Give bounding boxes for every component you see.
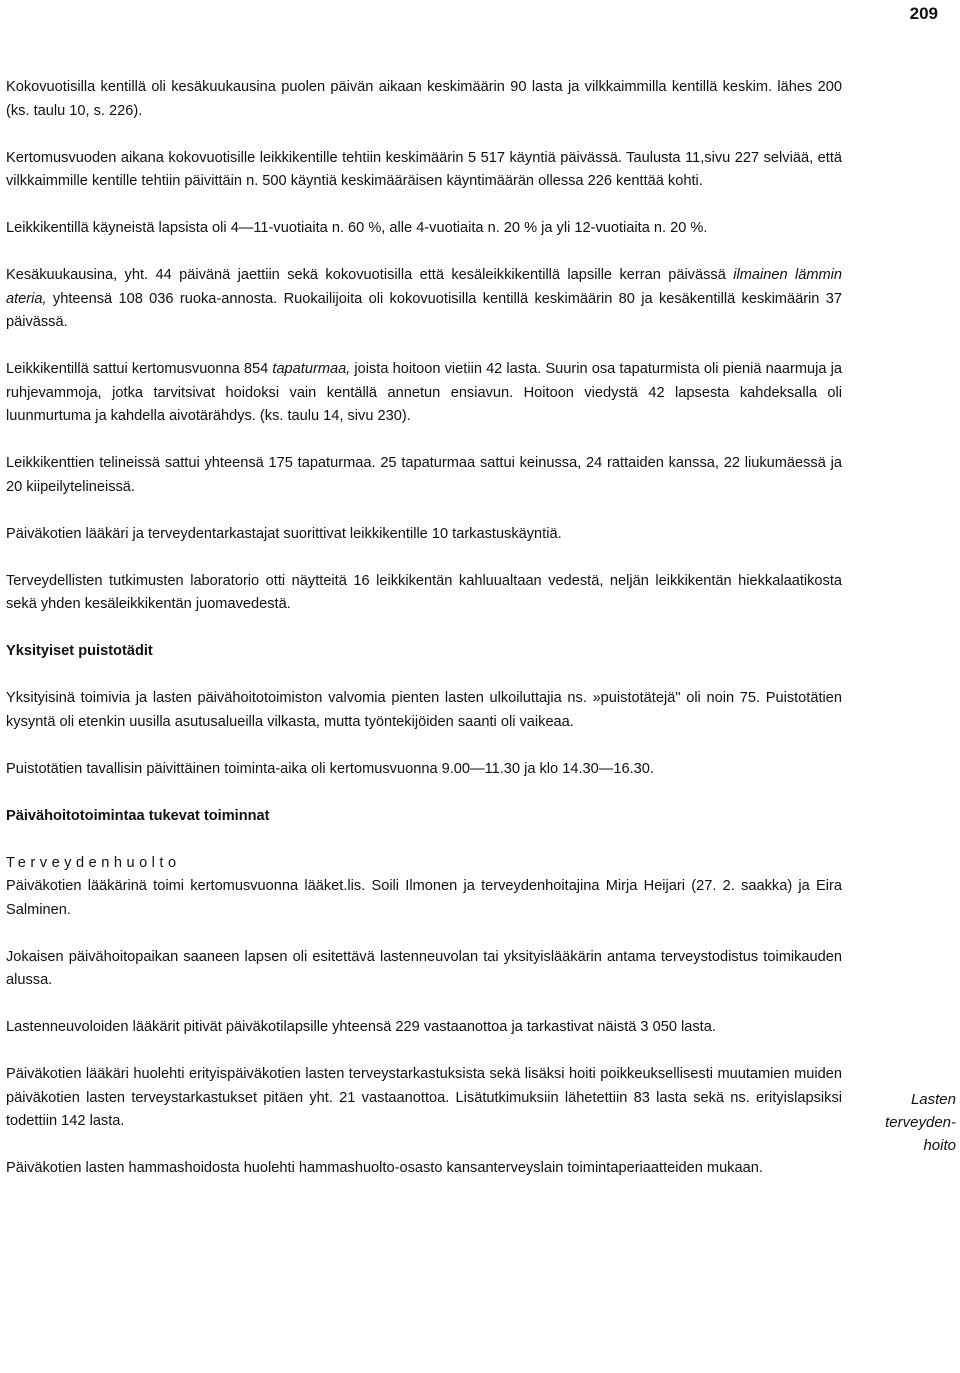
heading-private-park-aunts: Yksityiset puistotädit	[6, 643, 153, 659]
margin-note-line: Lasten	[910, 1091, 956, 1108]
paragraph-equipment-accidents: Leikkikenttien telineissä sattui yhteensä 175 tapaturmaa. 25 tapaturmaa sattui keinussa, 24 rattaiden kanssa, 22 liukumäessä ja 20 kiipeilytelineissä.	[6, 455, 842, 495]
subheading-health-care: Terveydenhuolto	[6, 854, 181, 871]
page-number: 209	[909, 4, 938, 23]
paragraph-accidents	[6, 358, 842, 429]
paragraph-daily-visits: Kertomusvuoden aikana kokovuotisille leikkikentille tehtiin keskimäärin 5 517 käyntiä päivässä. Taulusta 11,sivu 227 selviää, että vilkkaimmille kentille tehtiin päivittäin n. 500 käyntiä keskimääräisen käyntimäärän ollessa 226 kenttää kohti.	[6, 149, 842, 189]
paragraph-visitor-average: Kokovuotisilla kentillä oli kesäkuukausina puolen päivän aikaan keskimäärin 90 lasta ja vilkkaimmilla kentillä keskim. lähes 200 (ks. taulu 10, s. 226).	[6, 79, 842, 119]
paragraph-free-meal	[6, 264, 842, 335]
margin-note-line: terveyden-	[885, 1114, 956, 1131]
paragraph-park-aunts: Yksityisinä toimivia ja lasten päivähoitotoimiston valvomia pienten lasten ulkoiluttajia ns. »puistotätejä" oli noin 75. Puistotätien kysyntä oli etenkin uusilla asutusalueilla vilkasta, mutta työntekijöiden saanti oli vaikeaa.	[6, 690, 842, 730]
free-meal-emphasis: ilmainen lämmin ateria,	[6, 267, 842, 307]
paragraph-dental-care: Päiväkotien lasten hammashoidosta huolehti hammashuolto-osasto kansanterveyslain toimintaperiaatteiden mukaan.	[6, 1160, 763, 1176]
paragraph-park-aunt-hours: Puistotätien tavallisin päivittäinen toiminta-aika oli kertomusvuonna 9.00—11.30 ja klo 14.30—16.30.	[6, 760, 654, 777]
margin-note	[866, 1088, 956, 1157]
paragraph-age-distribution: Leikkikentillä käyneistä lapsista oli 4—11-vuotiaita n. 60 %, alle 4-vuotiaita n. 20 % ja yli 12-vuotiaita n. 20 %.	[6, 220, 708, 236]
accidents-emphasis: tapaturmaa,	[272, 361, 351, 377]
paragraph-doctor: Päiväkotien lääkärinä toimi kertomusvuonna lääket.lis. Soili Ilmonen ja terveydenhoitajina Mirja Heijari (27. 2. saakka) ja Eira Salminen.	[6, 878, 842, 918]
paragraph-health-certificate: Jokaisen päivähoitopaikan saaneen lapsen oli esitettävä lastenneuvolan tai yksityislääkärin antama terveystodistus toimikauden alussa.	[6, 948, 842, 988]
free-meal-text-b: yhteensä 108 036 ruoka-annosta. Ruokailijoita oli kokovuotisilla kentillä keskimäärin 80 ja kesäkentillä keskimäärin 37 päivässä.	[6, 290, 842, 330]
free-meal-text-a: Kesäkuukausina, yht. 44 päivänä jaettiin sekä kokovuotisilla että kesäleikkikentillä lapsille kerran päivässä	[6, 267, 734, 283]
accidents-text-a: Leikkikentillä sattui kertomusvuonna 854	[6, 361, 273, 377]
margin-note-line: hoito	[923, 1137, 956, 1154]
document-body	[6, 76, 842, 1181]
paragraph-laboratory: Terveydellisten tutkimusten laboratorio otti näytteitä 16 leikkikentän kahluualtaan vedestä, neljän leikkikentän hiekkalaatikosta sekä yhden kesäleikkikentän juomavedestä.	[6, 572, 842, 612]
paragraph-inspections: Päiväkotien lääkäri ja terveydentarkastajat suorittivat leikkikentille 10 tarkastuskäyntiä.	[6, 525, 562, 542]
accidents-text-b: joista hoitoon vietiin 42 lasta. Suurin osa tapaturmista oli pieniä naarmuja ja ruhjevammoja, jotka tarvitsivat hoidoksi vain kentällä annetun ensiavun. Hoitoon viedystä 42 lapsesta kahdeksalla oli luunmurtuma ja kahdella aivotärähdys. (ks. taulu 14, sivu 230).	[6, 361, 842, 424]
paragraph-clinic-visits: Lastenneuvoloiden lääkärit pitivät päiväkotilapsille yhteensä 229 vastaanottoa ja tarkastivat näistä 3 050 lasta.	[6, 1019, 716, 1035]
heading-support-activities: Päivähoitotoimintaa tukevat toiminnat	[6, 807, 270, 824]
paragraph-special-checks: Päiväkotien lääkäri huolehti erityispäiväkotien lasten terveystarkastuksista sekä lisäksi hoiti poikkeuksellisesti muutamien muiden päiväkotien lasten terveystarkastukset pitäen yht. 21 vastaanottoa. Lisätutkimuksiin lähetettiin 83 lasta sekä ns. erityislapsiksi todettiin 142 lasta.	[6, 1066, 842, 1129]
